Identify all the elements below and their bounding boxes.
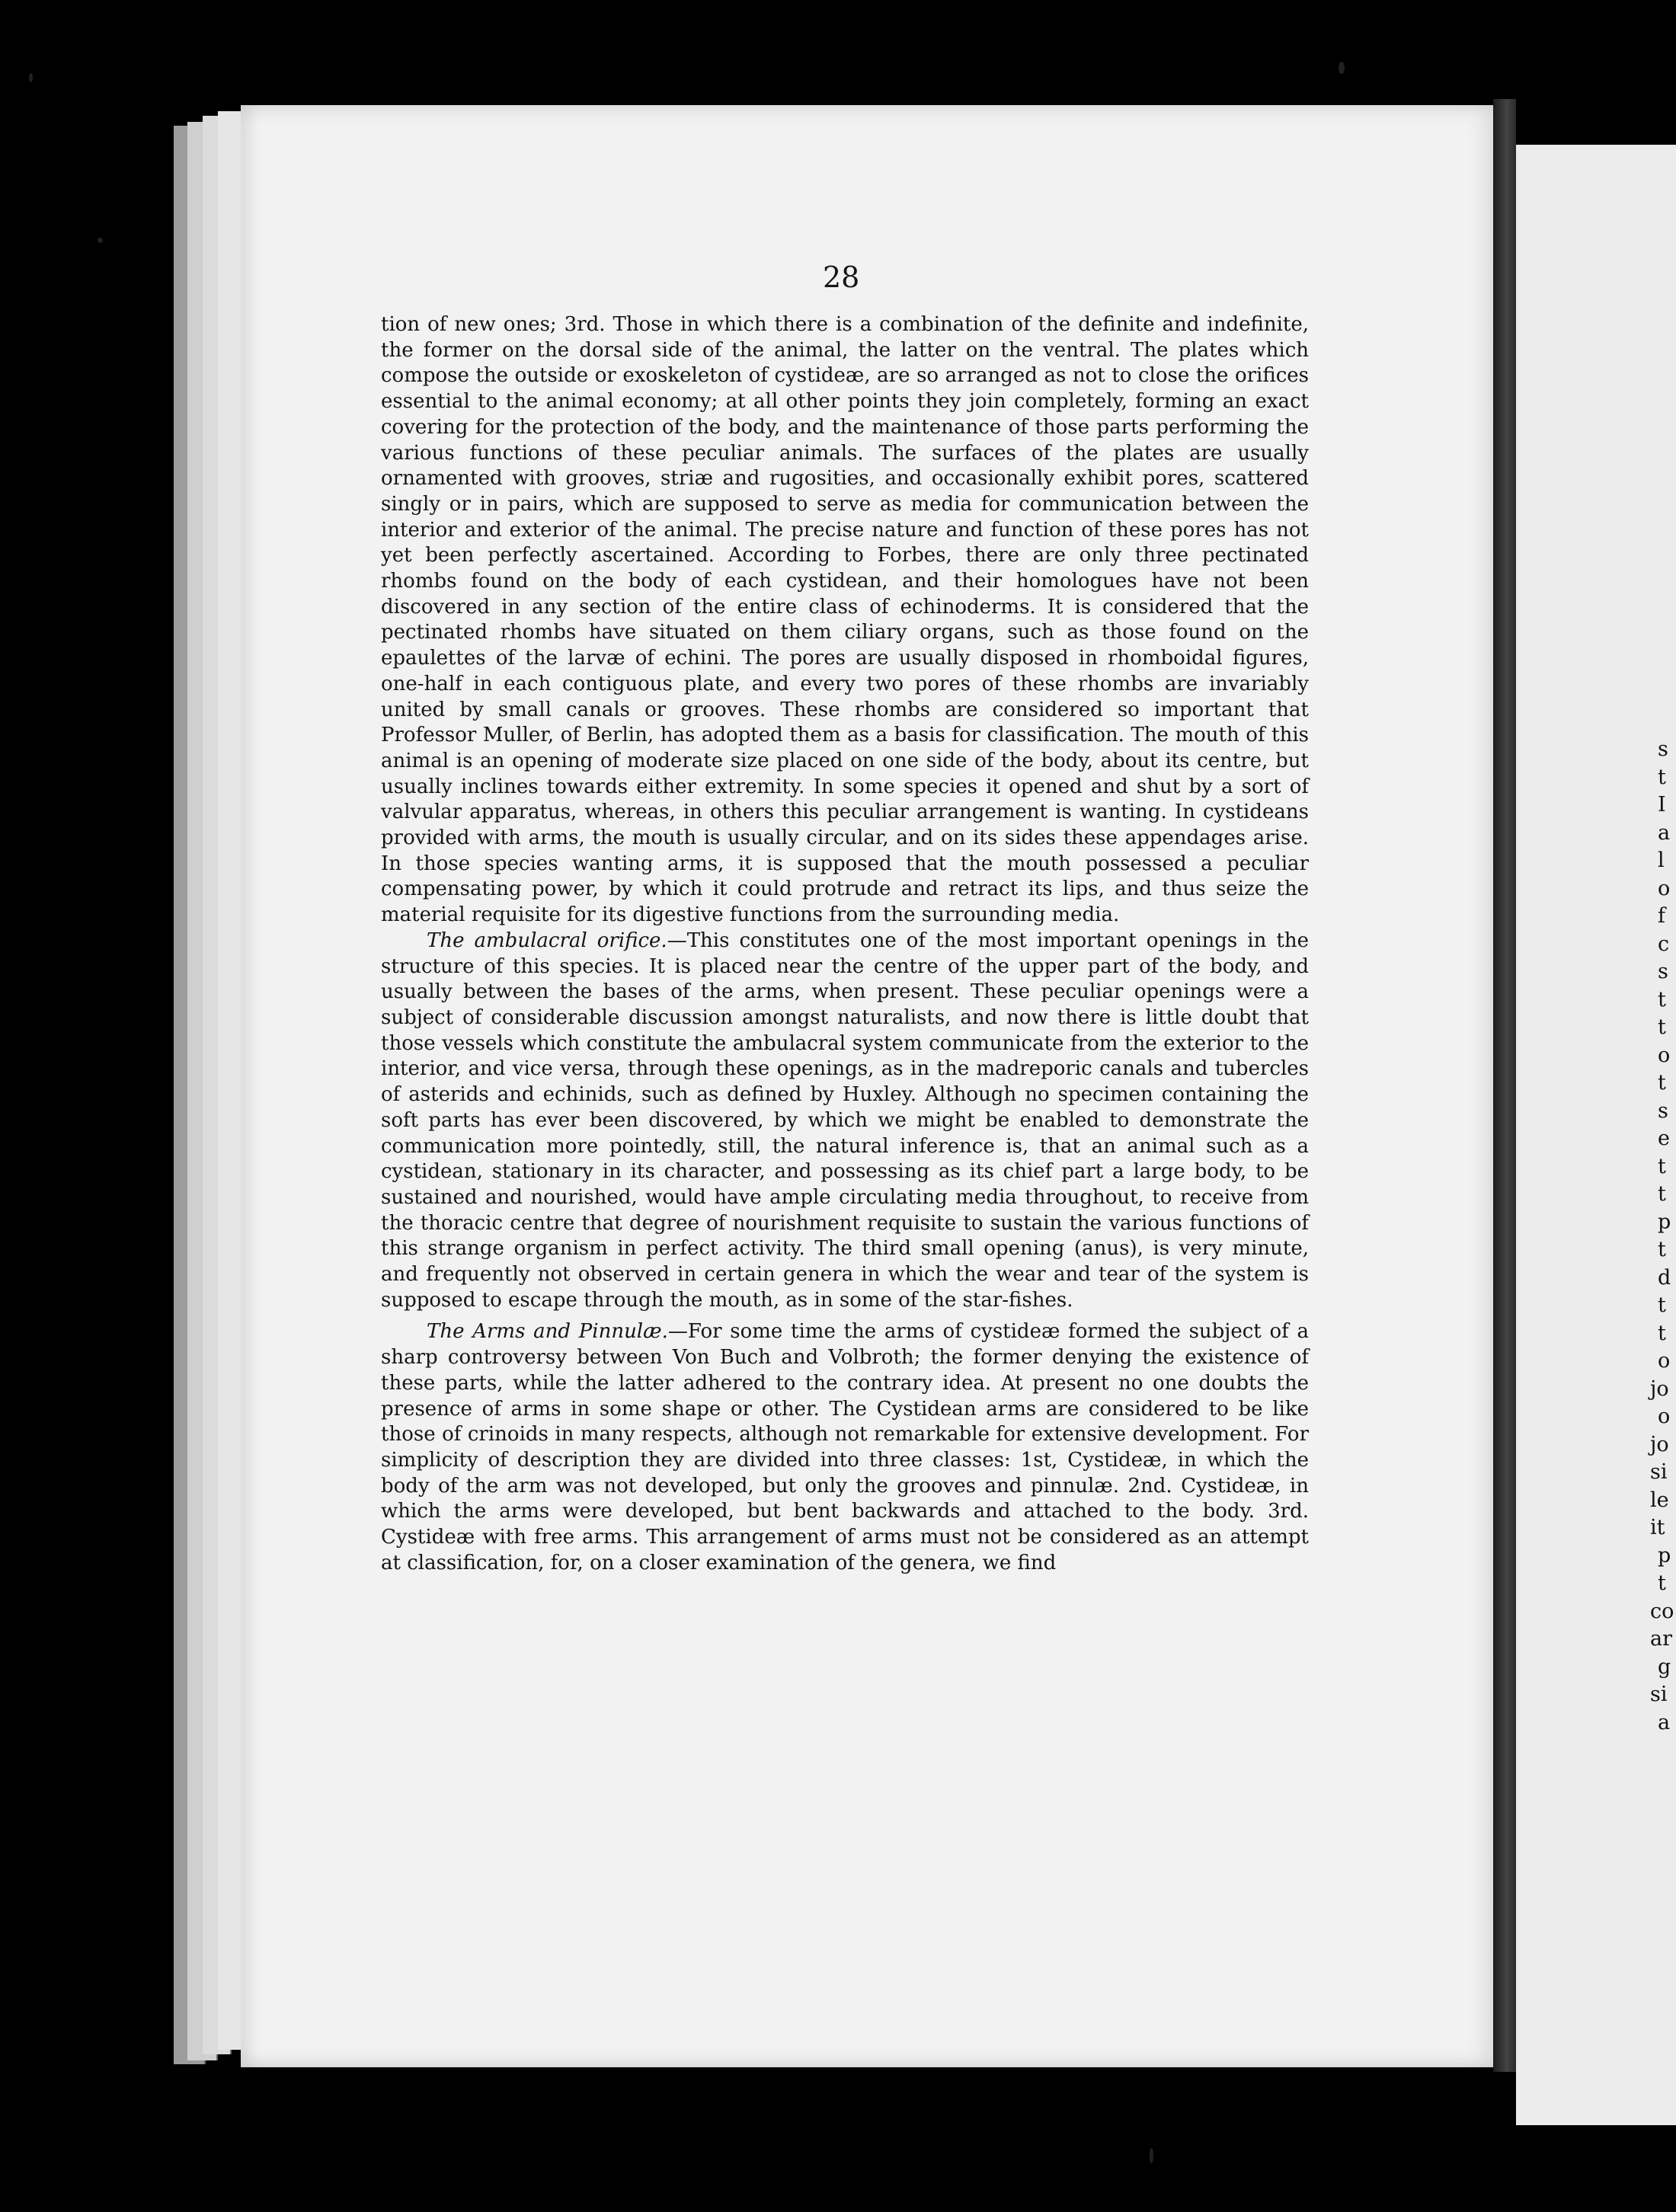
page-edge — [218, 111, 242, 2050]
facing-page-letter: jo — [1650, 1376, 1669, 1401]
scan-speck — [1339, 62, 1345, 74]
facing-page-letter: t — [1658, 1182, 1666, 1206]
facing-page-letter: o — [1658, 1349, 1671, 1373]
facing-page-strip — [1516, 145, 1676, 2125]
facing-page-letter: ar — [1650, 1627, 1673, 1651]
facing-page-letter: t — [1658, 765, 1666, 789]
facing-page-letter: co — [1650, 1599, 1674, 1623]
paragraph-text: —This constitutes one of the most important openings in the structure of this species. It is placed near the centre of the upper part of the body, and usually between the bases of the arms, when present. These peculiar openings were a subject of considerable discussion amongst naturalists, and now there is little doubt that those vessels which constitute the ambulacral system communicate from the exterior to the interior, and vice versa, through these openings, as in the madreporic canals and tubercles of asterids and echinids, such as defined by Huxley. Although no specimen containing the soft parts has ever been discovered, by which we might be enabled to demonstrate the communication more pointedly, still, the natural inference is, that an animal such as a cystidean, stationary in its character, and possessing as its chief part a large body, to be sustained and nourished, would have ample circulating media throughout, to receive from the thoracic centre that degree of nourishment requisite to sustain the various functions of this strange organism in perfect activity. The third small opening (anus), is very minute, and frequently not observed in certain genera in which the wear and tear of the system is supposed to escape through the mouth, as in some of the star-fishes. — [381, 929, 1309, 1312]
facing-page-letter: t — [1658, 1321, 1666, 1345]
facing-page-letter: o — [1658, 1405, 1671, 1428]
facing-page-letter: s — [1658, 960, 1668, 983]
facing-page-letter: t — [1658, 1154, 1666, 1178]
facing-page-letter: it — [1650, 1516, 1665, 1539]
facing-page-letter: c — [1658, 932, 1670, 956]
facing-page-letter: l — [1658, 849, 1665, 872]
facing-page-letter: d — [1658, 1265, 1671, 1290]
scan-speck — [29, 73, 33, 82]
paragraph-arms-and-pinnulae — [381, 1319, 1309, 1576]
facing-page-letter: o — [1658, 876, 1671, 900]
facing-page-letter: si — [1650, 1460, 1668, 1484]
facing-page-letter: t — [1658, 1015, 1666, 1039]
paragraph-text: tion of new ones; 3rd. Those in which there is a combination of the definite and indefinite, the former on the dorsal side of the animal, the latter on the ventral. The plates which compose the outside or exoskeleton of cystideæ, are so arranged as not to close the orifices essential to the animal economy; at all other points they join completely, forming an exact covering for the protection of the body, and the maintenance of those parts performing the various functions of these peculiar animals. The surfaces of the plates are usually ornamented with grooves, striæ and rugosities, and occasionally exhibit pores, scattered singly or in pairs, which are supposed to serve as media for communication between the interior and exterior of the animal. The precise nature and function of these pores has not yet been perfectly ascertained. According to Forbes, there are only three pectinated rhombs found on the body of each cystidean, and their homologues have not been discovered in any section of the entire class of echinoderms. It is considered that the pectinated rhombs have situated on them ciliary organs, such as those found on the epaulettes of the larvæ of echini. The pores are usually disposed in rhomboidal figures, one-half in each contiguous plate, and every two pores of these rhombs are invariably united by small canals or grooves. These rhombs are considered so important that Professor Muller, of Berlin, has adopted them as a basis for classification. The mouth of this animal is an opening of moderate size placed on one side of the body, about its centre, but usually inclines towards either extremity. In some species it opened and shut by a sort of valvular apparatus, whereas, in others this peculiar arrangement is wanting. In cystideans provided with arms, the mouth is usually circular, and on its sides these appendages arise. In those species wanting arms, it is supposed that the mouth possessed a peculiar compensating power, by which it could protrude and retract its lips, and thus seize the material requisite for its digestive functions from the surrounding media. — [381, 313, 1309, 927]
facing-page-letter: p — [1658, 1210, 1671, 1234]
paragraph-cystideae-plates — [381, 312, 1309, 929]
facing-page-letter: le — [1650, 1488, 1669, 1512]
paragraph-text: —For some time the arms of cystideæ formed the subject of a sharp controversy between Von Buch and Volbroth; the former denying the existence of these parts, while the latter adhered to the contrary idea. At present no one doubts the presence of arms in some shape or other. The Cystidean arms are considered to be like those of crinoids in many respects, although not remarkable for extensive development. For simplicity of description they are divided into three classes: 1st, Cystideæ, in which the body of the arm was not developed, but only the grooves and pinnulæ. 2nd. Cystideæ, in which the arms were developed, but bent backwards and attached to the body. 3rd. Cystideæ with free arms. This arrangement of arms must not be considered as an attempt at classification, for, on a closer examination of the genera, we find — [381, 1320, 1309, 1574]
facing-page-letter: t — [1658, 987, 1666, 1012]
paragraph-heading: The Arms and Pinnulæ. — [427, 1320, 668, 1344]
paragraph-heading: The ambulacral orifice. — [427, 929, 667, 952]
facing-page-letter: o — [1658, 1043, 1671, 1067]
facing-page-letter: t — [1658, 1071, 1666, 1095]
facing-page-letter: g — [1658, 1654, 1671, 1679]
facing-page-letter: t — [1658, 1238, 1666, 1261]
facing-page-letter: t — [1658, 1293, 1666, 1317]
page-number: 28 — [823, 261, 860, 294]
facing-page-letter: si — [1650, 1683, 1668, 1706]
facing-page-letter: jo — [1650, 1432, 1669, 1456]
page-body-text — [381, 312, 1309, 1576]
facing-page-letter: s — [1658, 737, 1668, 761]
scan-speck — [98, 238, 103, 243]
facing-page-letter: t — [1658, 1571, 1666, 1595]
facing-page-letter: e — [1658, 1127, 1670, 1150]
facing-page-letter: p — [1658, 1543, 1671, 1568]
paragraph-ambulacral-orifice — [381, 929, 1309, 1314]
facing-page-letter: f — [1658, 904, 1665, 928]
facing-page-letter: a — [1658, 820, 1671, 845]
facing-page-letter: s — [1658, 1098, 1668, 1123]
scan-speck — [1150, 2148, 1153, 2163]
facing-page-letter: I — [1658, 793, 1666, 817]
facing-page-letter: a — [1658, 1710, 1671, 1734]
book-gutter — [1493, 99, 1516, 2072]
